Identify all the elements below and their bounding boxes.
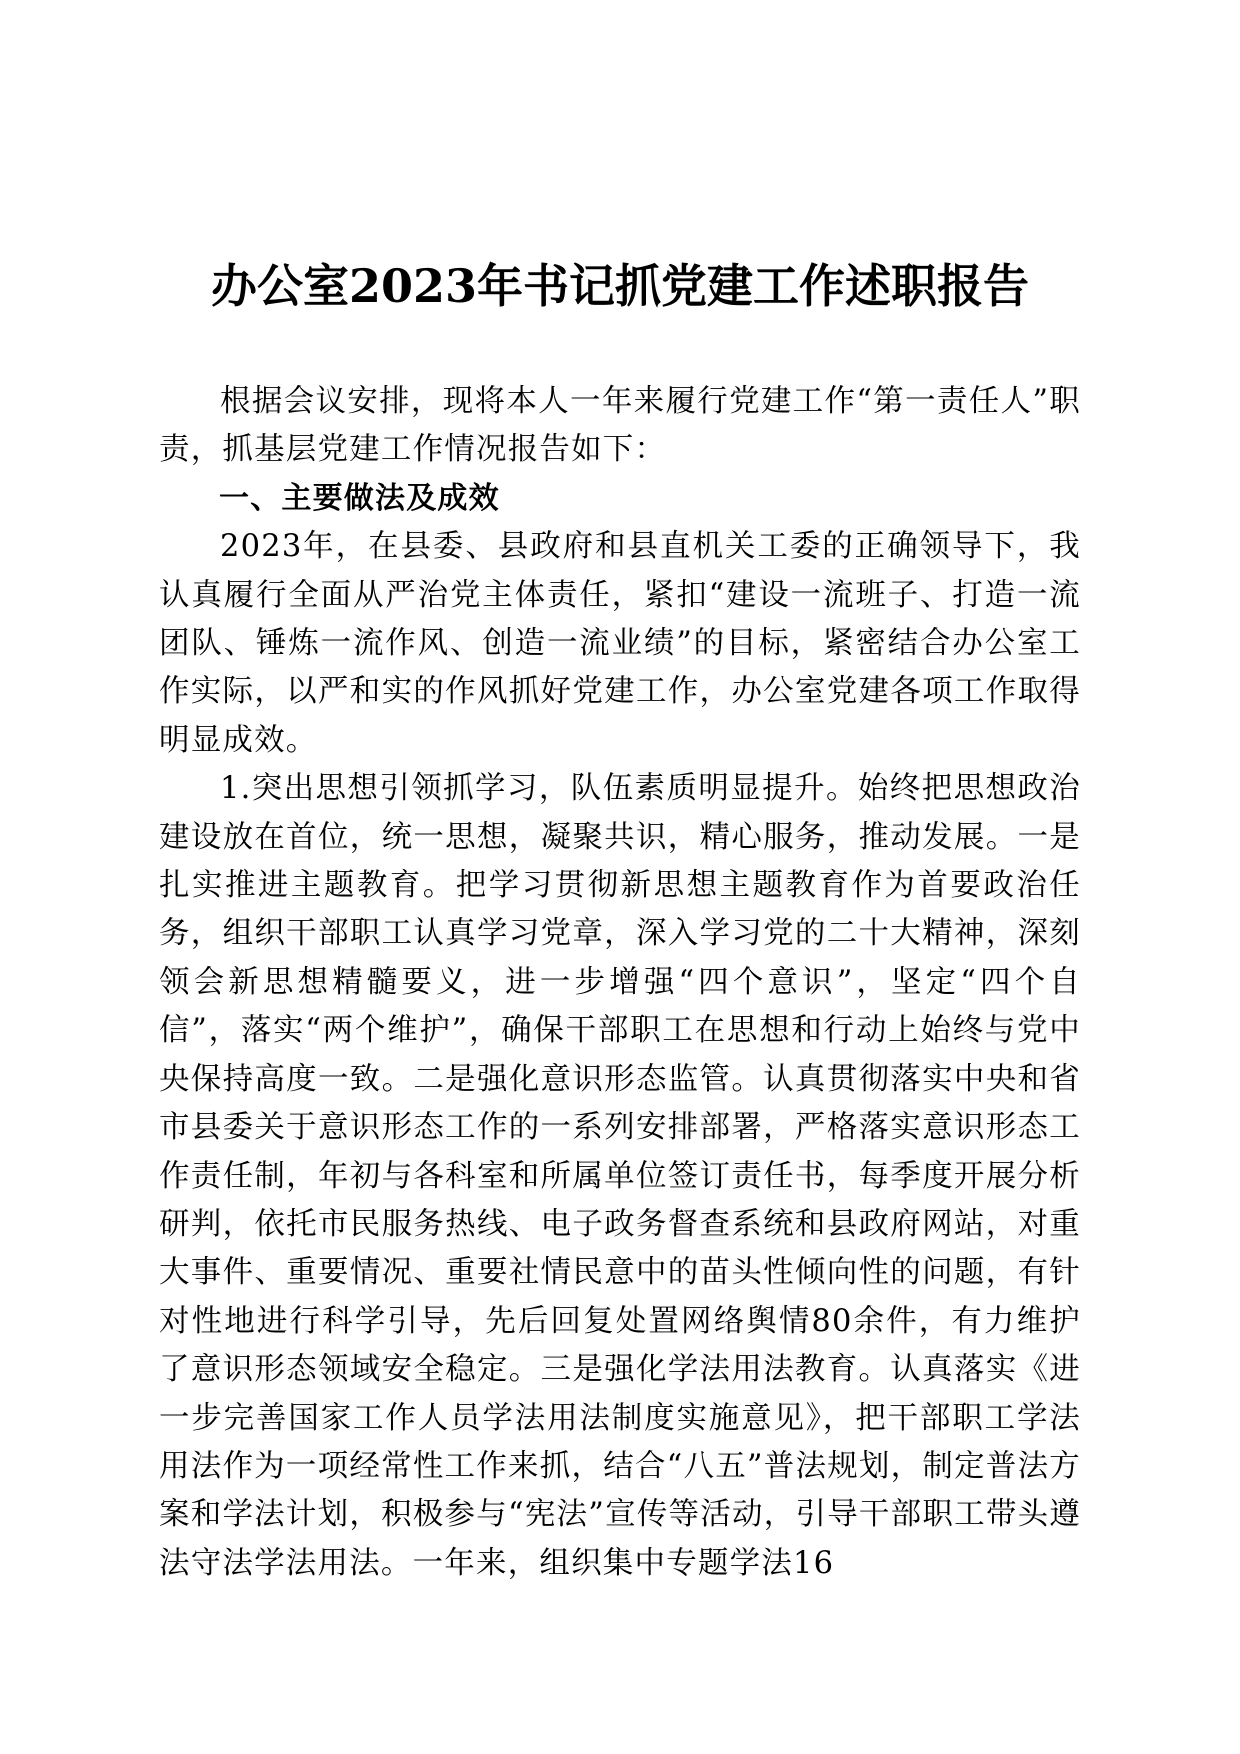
intro-paragraph: 根据会议安排，现将本人一年来履行党建工作“第一责任人”职责，抓基层党建工作情况报告如下： — [159, 384, 1081, 468]
document-body — [159, 378, 1081, 1588]
section-heading-main-practices: 一、主要做法及成效 — [219, 480, 500, 516]
summary-paragraph: 2023年，在县委、县政府和县直机关工委的正确领导下，我认真履行全面从严治党主体责任，紧扣“建设一流班子、打造一流团队、锤炼一流作风、创造一流业绩”的目标，紧密结合办公室工作实际，以严和实的作风抓好党建工作，办公室党建各项工作取得明显成效。 — [159, 529, 1081, 758]
document-title: 办公室2023年书记抓党建工作述职报告 — [210, 259, 1030, 313]
study-paragraph: 1.突出思想引领抓学习，队伍素质明显提升。始终把思想政治建设放在首位，统一思想，凝聚共识，精心服务，推动发展。一是扎实推进主题教育。把学习贯彻新思想主题教育作为首要政治任务，组织干部职工认真学习党章，深入学习党的二十大精神，深刻领会新思想精髓要义，进一步增强“四个意识”，坚定“四个自信”，落实“两个维护”，确保干部职工在思想和行动上始终与党中央保持高度一致。二是强化意识形态监管。认真贯彻落实中央和省市县委关于意识形态工作的一系列安排部署，严格落实意识形态工作责任制，年初与各科室和所属单位签订责任书，每季度开展分析研判，依托市民服务热线、电子政务督查系统和县政府网站，对重大事件、重要情况、重要社情民意中的苗头性倾向性的问题，有针对性地进行科学引导，先后回复处置网络舆情80余件，有力维护了意识形态领域安全稳定。三是强化学法用法教育。认真落实《进一步完善国家工作人员学法用法制度实施意见》，把干部职工学法用法作为一项经常性工作来抓，结合“八五”普法规划，制定普法方案和学法计划，积极参与“宪法”宣传等活动，引导干部职工带头遵法守法学法用法。一年来，组织集中专题学法16 — [159, 771, 1081, 1581]
